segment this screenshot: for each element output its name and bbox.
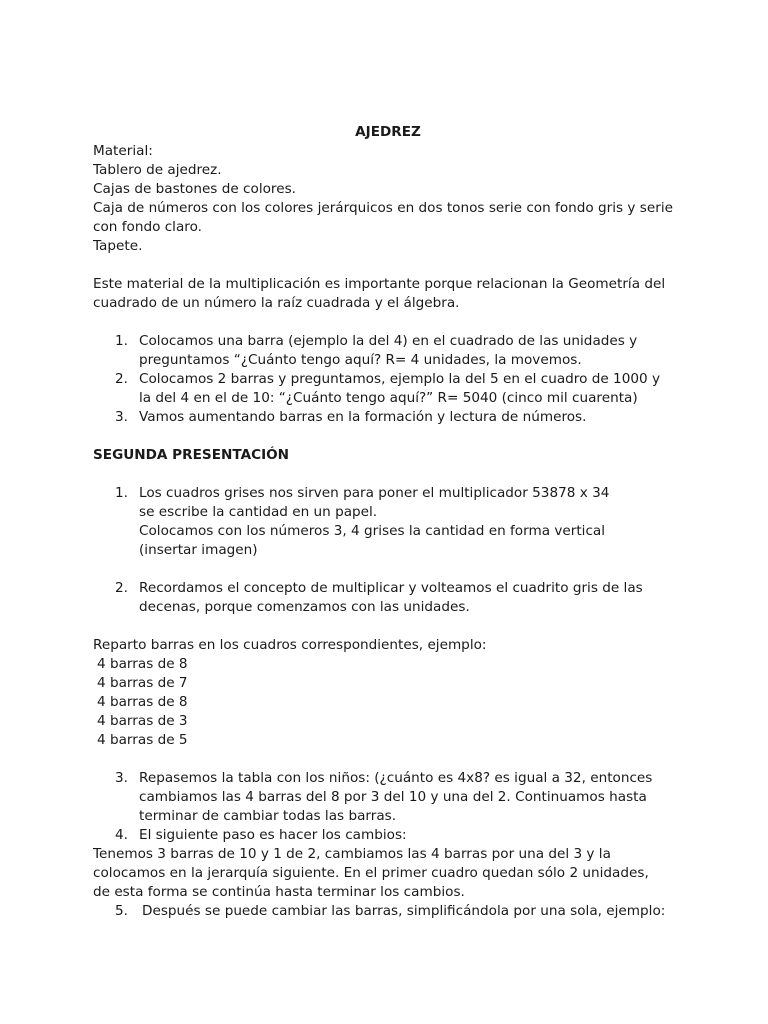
barras-list	[93, 655, 683, 750]
list-item-line: Los cuadros grises nos sirven para poner el multiplicador 53878 x 34	[139, 485, 610, 501]
material-line: con fondo claro.	[93, 219, 202, 235]
list-number: 1.	[115, 333, 128, 349]
list-item-line: Repasemos la tabla con los niños: (¿cuánto es 4x8? es igual a 32, entonces	[139, 770, 653, 786]
cambios-line: de esta forma se continúa hasta terminar los cambios.	[93, 884, 465, 900]
list-item-line: Después se puede cambiar las barras, simplificándola por una sola, ejemplo:	[142, 903, 666, 919]
list-item	[93, 902, 683, 921]
first-list	[93, 332, 683, 427]
list-item	[93, 408, 683, 427]
list-item-line: Colocamos con los números 3, 4 grises la cantidad en forma vertical	[139, 523, 606, 539]
document-page	[93, 123, 683, 921]
list-number: 3.	[115, 770, 128, 786]
list-item	[93, 769, 683, 826]
list-item	[93, 579, 683, 617]
list-item-line: la del 4 en el de 10: “¿Cuánto tengo aquí?” R= 5040 (cinco mil cuarenta)	[139, 390, 638, 406]
material-line: Tablero de ajedrez.	[93, 162, 222, 178]
list-item	[93, 332, 683, 370]
list-item-line: preguntamos “¿Cuánto tengo aquí? R= 4 unidades, la movemos.	[139, 352, 582, 368]
material-line: Cajas de bastones de colores.	[93, 181, 296, 197]
reparto-intro: Reparto barras en los cuadros correspondientes, ejemplo:	[93, 637, 487, 653]
list-item-line: Vamos aumentando barras en la formación y lectura de números.	[139, 409, 587, 425]
intro-line: Este material de la multiplicación es importante porque relacionan la Geometría del	[93, 276, 666, 292]
list-item	[93, 826, 683, 845]
material-line: Material:	[93, 143, 153, 159]
list-number: 2.	[115, 371, 128, 387]
list-item-line: Colocamos una barra (ejemplo la del 4) en el cuadrado de las unidades y	[139, 333, 638, 349]
list-item-line: El siguiente paso es hacer los cambios:	[139, 827, 407, 843]
list-number: 1.	[115, 485, 128, 501]
barras-item: 4 barras de 3	[97, 713, 188, 729]
list-item-line: decenas, porque comenzamos con las unidades.	[139, 599, 470, 615]
list-item	[93, 370, 683, 408]
list-number: 2.	[115, 580, 128, 596]
list-number: 4.	[115, 827, 128, 843]
section-heading: SEGUNDA PRESENTACIÓN	[93, 447, 290, 463]
list-item-line: (insertar imagen)	[139, 542, 258, 558]
list-number: 3.	[115, 409, 128, 425]
cambios-line: colocamos en la jerarquía siguiente. En el primer cuadro quedan sólo 2 unidades,	[93, 865, 649, 881]
list-item-line: cambiamos las 4 barras del 8 por 3 del 10 y una del 2. Continuamos hasta	[139, 789, 647, 805]
list-item-line: Colocamos 2 barras y preguntamos, ejemplo la del 5 en el cuadro de 1000 y	[139, 371, 661, 387]
list-number: 5.	[115, 903, 128, 919]
cambios-line: Tenemos 3 barras de 10 y 1 de 2, cambiamos las 4 barras por una del 3 y la	[93, 846, 611, 862]
material-line: Tapete.	[93, 238, 143, 254]
list-item-line: terminar de cambiar todas las barras.	[139, 808, 397, 824]
cambios-paragraph	[93, 845, 683, 902]
intro-paragraph	[93, 275, 683, 313]
intro-line: cuadrado de un número la raíz cuadrada y el álgebra.	[93, 295, 460, 311]
material-line: Caja de números con los colores jerárquicos en dos tonos serie con fondo gris y serie	[93, 200, 673, 216]
material-section	[93, 142, 683, 256]
barras-item: 4 barras de 7	[97, 675, 188, 691]
barras-item: 4 barras de 8	[97, 656, 188, 672]
list-item-line: se escribe la cantidad en un papel.	[139, 504, 378, 520]
document-title: AJEDREZ	[355, 124, 421, 140]
list-item	[93, 484, 683, 560]
barras-item: 4 barras de 5	[97, 732, 188, 748]
list-item-line: Recordamos el concepto de multiplicar y volteamos el cuadrito gris de las	[139, 580, 643, 596]
barras-item: 4 barras de 8	[97, 694, 188, 710]
